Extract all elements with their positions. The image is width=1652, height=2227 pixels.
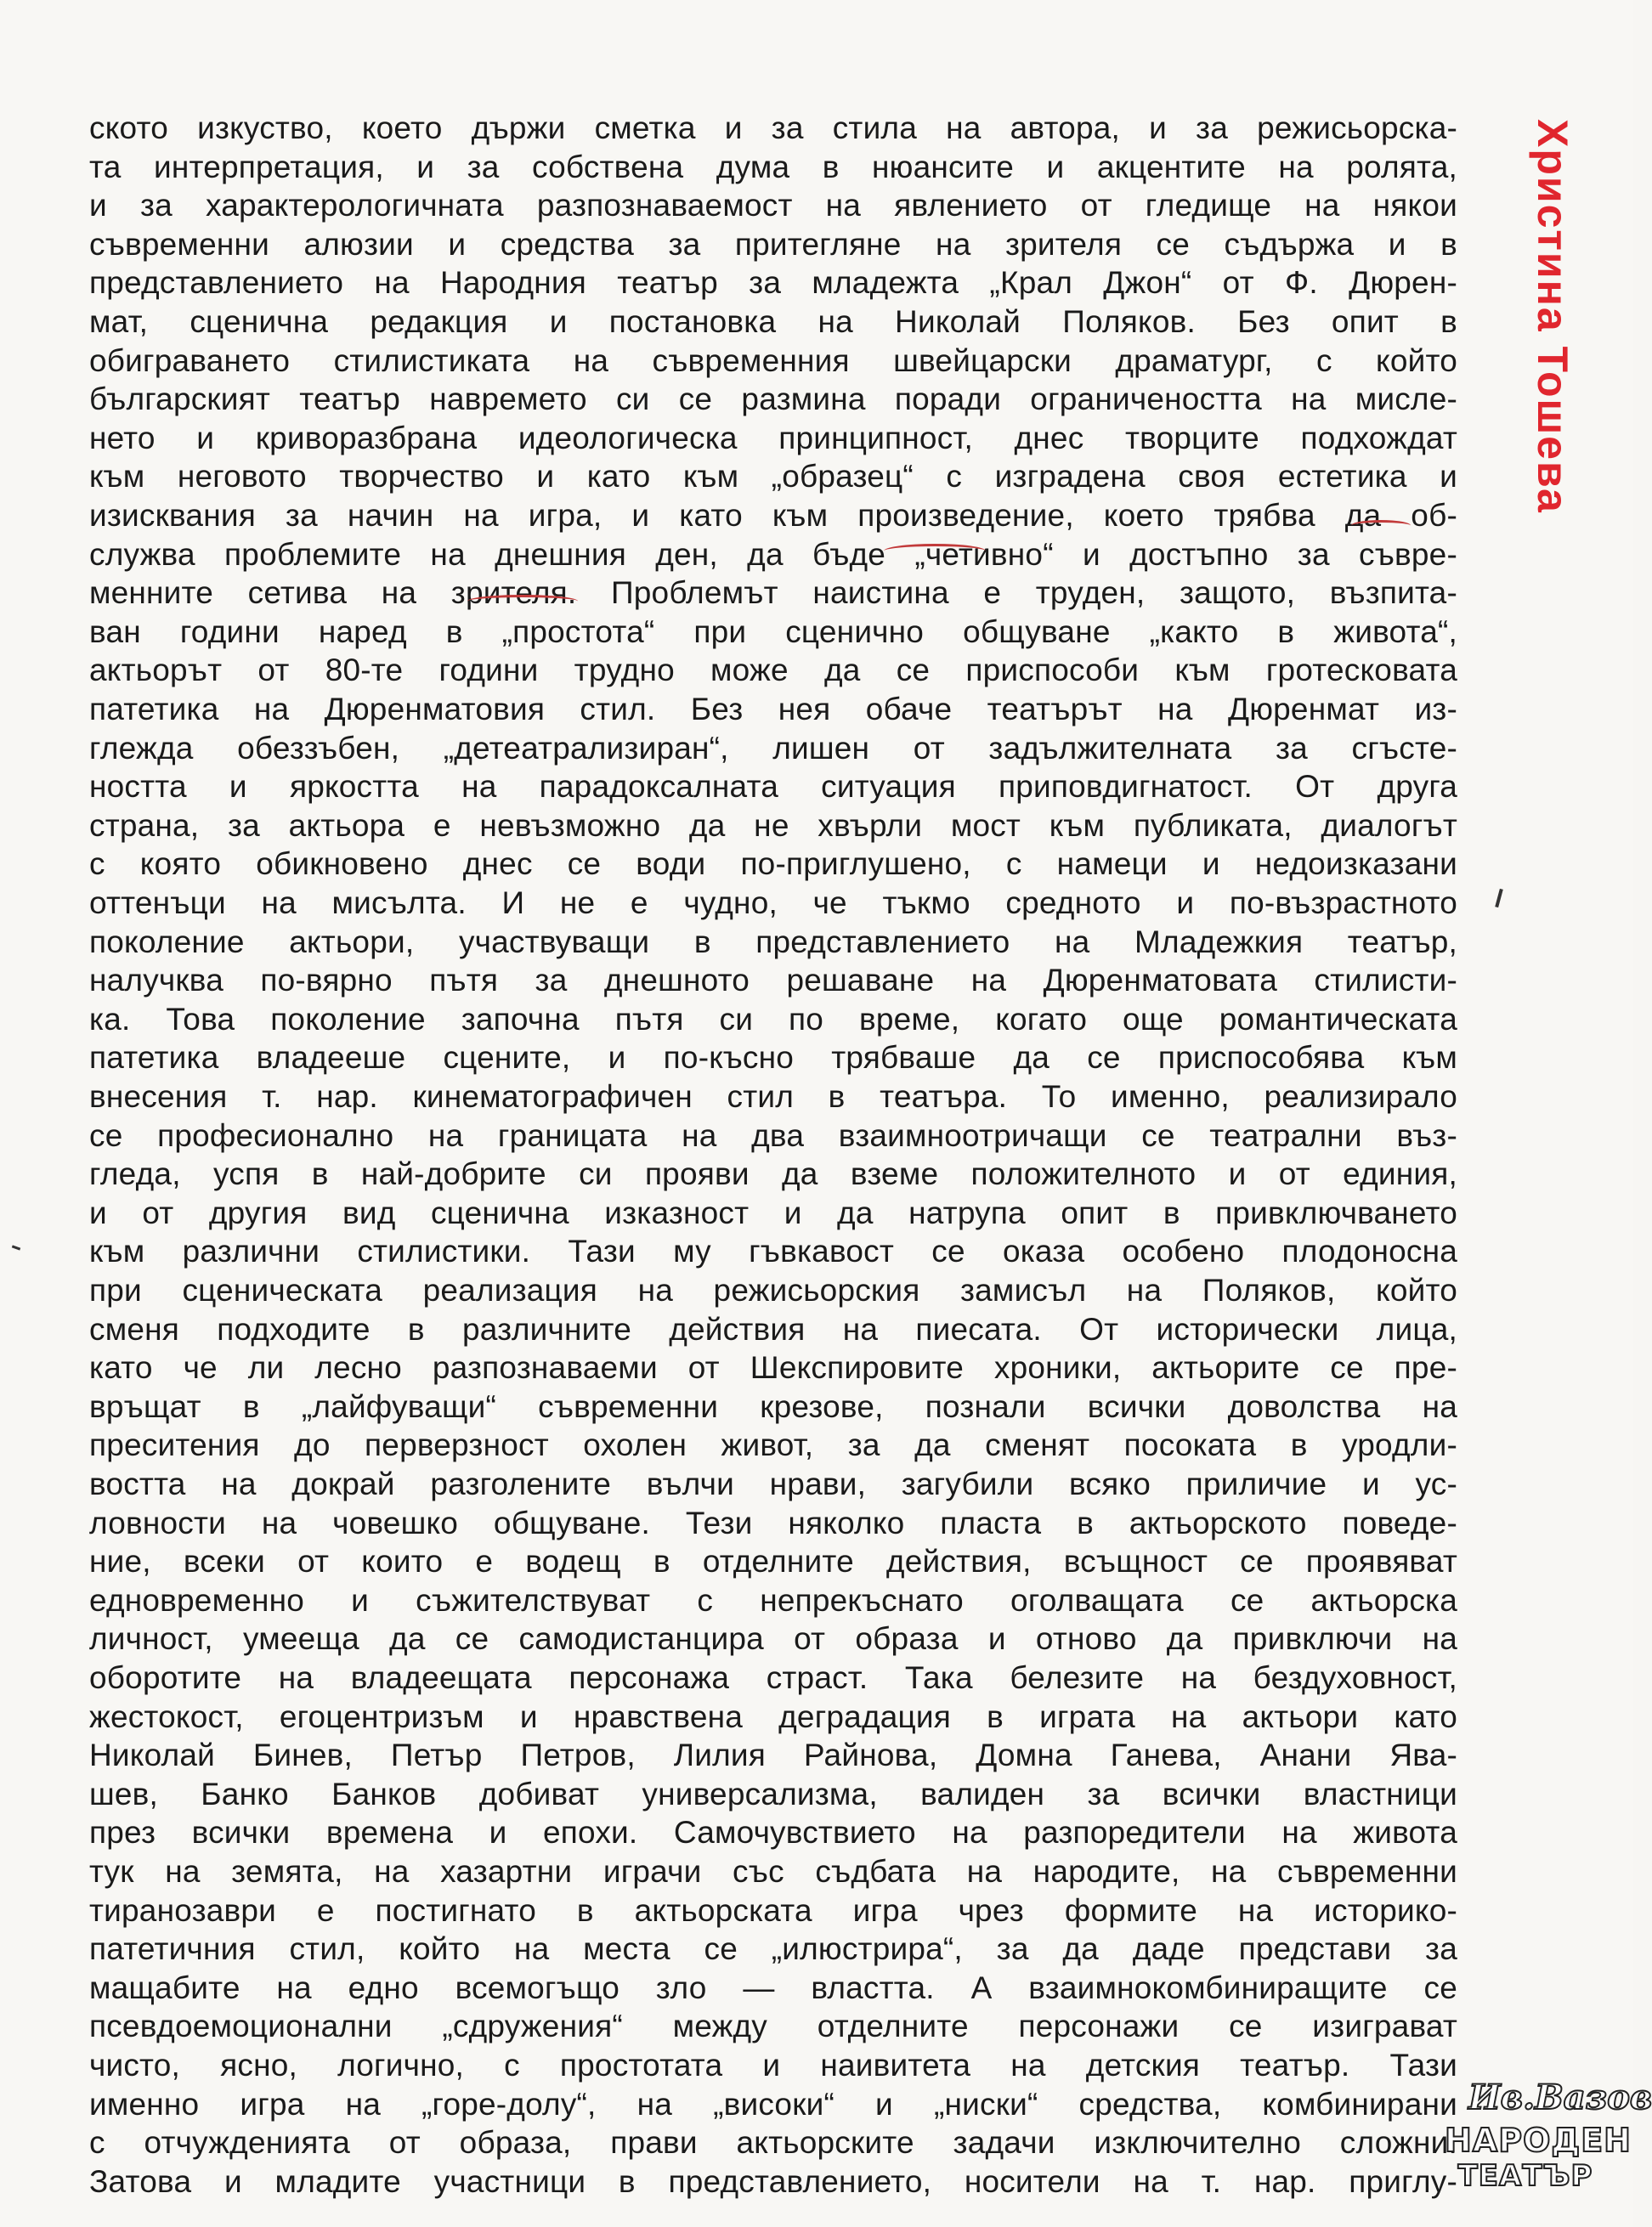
text-line: чисто, ясно, логично, с простотата и наивитета на детския театър. Тази (89, 2048, 1457, 2083)
text-line: представлението на Народния театър за младежта „Крал Джон“ от Ф. Дюрен- (89, 265, 1457, 301)
author-name-text: Христина Тошева (1529, 119, 1576, 514)
logo-word-teatar: ТЕАТЪР (1457, 2159, 1593, 2193)
text-line: нето и криворазбрана идеологическа принципност, днес творците подхождат (89, 420, 1457, 455)
logo-script: Ив.Вазов (1468, 2077, 1652, 2117)
text-line: мат, сценична редакция и постановка на Николай Поляков. Без опит в (89, 304, 1457, 339)
text-line: с която обикновено днес се води по-приглушено, с намеци и недоизказани (89, 846, 1457, 882)
text-line: именно игра на „горе-долу“, на „високи“ и „ниски“ средства, комбинирани (89, 2086, 1457, 2122)
text-line: страна, за актьора е невъзможно да не хвърли мост към публиката, диалогът (89, 807, 1457, 843)
text-line: жестокост, егоцентризъм и нравствена деградация в играта на актьори като (89, 1699, 1457, 1734)
text-line: и за характерологичната разпознаваемост на явлението от гледище на някои (89, 188, 1457, 223)
body-text (89, 109, 1457, 2199)
text-line: гледа, успя в най-добрите си прояви да вземе положителното и от единия, (89, 1156, 1457, 1192)
margin-dash-mark (12, 1245, 20, 1250)
text-line: при сценическата реализация на режисьорския замисъл на Поляков, който (89, 1273, 1457, 1308)
text-line: личност, умееща да се самодистанцира от образа и отново да привключи на (89, 1621, 1457, 1657)
text-line: внесения т. нар. кинематографичен стил в театъра. То именно, реализирало (89, 1079, 1457, 1114)
text-line: Николай Бинев, Петър Петров, Лилия Райнова, Домна Ганева, Анани Ява- (89, 1738, 1457, 1773)
text-line: патетика владееше сцените, и по-късно трябваше да се приспособява към (89, 1040, 1457, 1076)
text-line: та интерпретация, и за собствена дума в нюансите и акцентите на ролята, (89, 149, 1457, 184)
text-line: ка. Това поколение започна пътя си по време, когато още романтическата (89, 1001, 1457, 1037)
text-line: се професионално на границата на два взаимноотричащи се театрални въз- (89, 1117, 1457, 1153)
author-name-vertical (1528, 119, 1579, 629)
text-line: към различни стилистики. Тази му гъвкавост се оказа особено плодоносна (89, 1234, 1457, 1269)
logo-word-naroden: НАРОДЕН (1445, 2122, 1632, 2159)
text-line: патетика на Дюренматовия стил. Без нея обаче театърът на Дюренмат из- (89, 692, 1457, 726)
text-line: изисквания за начин на игра, и като към произведение, което трябва да об- (89, 498, 1457, 533)
text-line: едновременно и съжителствуват с непрекъснато оголващата се актьорска (89, 1582, 1457, 1618)
text-line: мащабите на едно всемогъщо зло — властта. А взаимнокомбиниращите се (89, 1970, 1457, 2005)
pen-underline-mark (1351, 520, 1411, 531)
text-line: връщат в „лайфуващи“ съвременни крезове, познали всички доволства на (89, 1388, 1457, 1424)
margin-tick-mark (1495, 889, 1503, 907)
text-line: ван години наред в „простота“ при сценично общуване „както в живота“, (89, 613, 1457, 649)
text-line: патетичния стил, който на места се „илюстрира“, за да даде представи за (89, 1931, 1457, 1967)
text-line: ността и яркостта на парадоксалната ситуация приповдигнатост. От друга (89, 769, 1457, 805)
text-line: тук на земята, на хазартни играчи със съдбата на народите, на съвременни (89, 1854, 1457, 1889)
text-line: и от другия вид сценична изказност и да натрупа опит в привключването (89, 1195, 1457, 1230)
text-line: глежда обеззъбен, „детеатрализиран“, лишен от задължителната за сгъсте- (89, 730, 1457, 766)
national-theatre-logo (1445, 2077, 1652, 2205)
text-line: ското изкуство, което държи сметка и за стила на автора, и за режисьорска- (89, 110, 1457, 145)
text-line: служва проблемите на днешния ден, да бъде „четивно“ и достъпно за съвре- (89, 536, 1457, 572)
text-line: преситения до перверзност охолен живот, за да сменят посоката в уродли- (89, 1427, 1457, 1463)
pen-underline-mark (467, 595, 578, 608)
text-line: през всички времена и епохи. Самочувствието на разпоредители на живота (89, 1815, 1457, 1851)
text-line: с отчужденията от образа, прави актьорските задачи изключително сложни. (89, 2125, 1457, 2161)
text-line: шев, Банко Банков добиват универсализма, валиден за всички властници (89, 1776, 1457, 1812)
text-line: българският театър навремето си се размина поради ограничеността на мисле- (89, 382, 1457, 417)
text-line: сменя подходите в различните действия на пиесата. От исторически лица, (89, 1311, 1457, 1347)
text-line: Затова и младите участници в представлението, носители на т. нар. приглу- (89, 2163, 1457, 2199)
text-line: ние, всеки от които е водещ в отделните действия, всъщност се проявяват (89, 1544, 1457, 1580)
text-line: ловности на човешко общуване. Тези няколко пласта в актьорското поведе- (89, 1505, 1457, 1540)
text-line: като че ли лесно разпознаваеми от Шекспировите хроники, актьорите се пре- (89, 1350, 1457, 1386)
text-line: тиранозаври е постигнато в актьорската игра чрез формите на историко- (89, 1892, 1457, 1928)
pen-underline-mark (884, 544, 986, 558)
text-line: псевдоемоционални „сдружения“ между отделните персонажи се изиграват (89, 2009, 1457, 2044)
text-line: востта на докрай разголените вълчи нрави, загубили всяко приличие и ус- (89, 1467, 1457, 1501)
text-line: към неговото творчество и като към „образец“ с изградена своя естетика и (89, 459, 1457, 495)
text-line: менните сетива на зрителя. Проблемът наистина е труден, защото, възпита- (89, 575, 1457, 611)
text-line: оттенъци на мисълта. И не е чудно, че тъкмо средното и по-възрастното (89, 885, 1457, 920)
text-line: съвременни алюзии и средства за притегляне на зрителя се съдържа и в (89, 226, 1457, 262)
text-line: оборотите на владеещата персонажа страст. Така белезите на бездуховност, (89, 1660, 1457, 1695)
text-line: поколение актьори, участвуващи в представлението на Младежкия театър, (89, 924, 1457, 959)
text-line: актьорът от 80-те години трудно може да се приспособи към гротесковата (89, 653, 1457, 688)
text-line: налучква по-вярно пътя за днешното решаване на Дюренматовата стилисти- (89, 963, 1457, 998)
text-line: обиграването стилистиката на съвременния швейцарски драматург, с който (89, 342, 1457, 378)
